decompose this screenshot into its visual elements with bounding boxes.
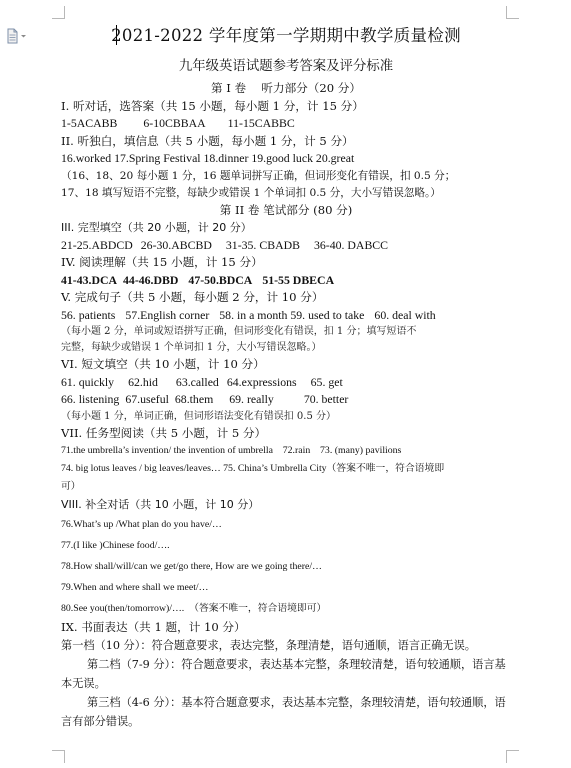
answer-group: 6-10CBBAA <box>143 116 206 130</box>
section8-answer: 78.How shall/will/can we get/go there, How are we going there/… <box>61 560 322 572</box>
answer-group: 47-50.BDCA <box>188 272 253 287</box>
section7-answers: 可） <box>61 481 81 492</box>
section5-title: V. 完成句子（共 5 小题，每小题 2 分，计 10 分） <box>61 290 324 304</box>
section5-answers <box>61 307 511 325</box>
answer-item: 64.expressions <box>226 374 297 389</box>
section1-answers <box>61 115 511 133</box>
section5-note: 完整，每缺少或错误 1 个单词扣 1 分，大小写错误忽略。） <box>61 342 322 353</box>
margin-mark-top-left <box>52 6 65 19</box>
section4-title: IV. 阅读理解（共 15 小题，计 15 分） <box>61 255 263 269</box>
answer-group: 51-55 DBECA <box>262 272 335 287</box>
document-icon[interactable] <box>6 28 28 44</box>
section4-answers <box>61 272 511 290</box>
margin-mark-bottom-right <box>506 750 519 763</box>
margin-mark-bottom-left <box>52 750 65 763</box>
answer-item: 56. patients <box>61 307 116 322</box>
answer-group: 26-30.ABCBD <box>140 237 212 252</box>
grade-level-2: 第二档（7-9 分）：符合题意要求，表达基本完整，条理较清楚，语句较通顺，语言基本无误。 <box>61 658 506 690</box>
part2-heading: 第 II 卷 笔试部分 (80 分) <box>219 202 353 217</box>
section3-title: III. 完型填空（共 20 小题，计 20 分） <box>61 221 252 234</box>
answer-item: 63.called <box>175 374 219 389</box>
section8-answer: 80.See you(then/tomorrow)/…. （答案不唯一，符合语境即可） <box>61 602 327 614</box>
answer-item: 57.English corner <box>125 307 210 322</box>
answer-group: 41-43.DCA <box>61 272 118 287</box>
section1-title: I. 听对话，选答案（共 15 小题，每小题 1 分，计 15 分） <box>61 98 364 113</box>
grade-level-1: 第一档（10 分）：符合题意要求，表达完整，条理清楚，语句通顺，语言正确无误。 <box>61 639 476 652</box>
answer-group: 44-46.DBD <box>123 272 179 287</box>
section7-title: VII. 任务型阅读（共 5 小题，计 5 分） <box>61 425 267 440</box>
section6-answers-row2 <box>61 391 511 409</box>
answer-item: 70. better <box>303 392 349 406</box>
section2-note: 17、18 填写短语不完整，每缺少或错误 1 个单词扣 0.5 分，大小写错误忽略。） <box>61 186 441 199</box>
section3-answers <box>61 237 511 255</box>
page-subtitle: 九年级英语试题参考答案及评分标准 <box>178 59 394 74</box>
section8-answer: 76.What’s up /What plan do you have/… <box>61 518 222 530</box>
grade-level-3: 第三档（4-6 分）：基本符合题意要求，表达基本完整，条理较清楚，语句较通顺，语言有部分错误。 <box>61 696 506 728</box>
answer-item: 61. quickly <box>61 374 115 389</box>
answer-item: 67.useful <box>125 392 169 406</box>
section2-title: II. 听独白，填信息（共 5 小题，每小题 1 分，计 5 分） <box>61 133 354 148</box>
section8-title: VIII. 补全对话（共 10 小题，计 10 分） <box>61 498 260 511</box>
margin-mark-top-right <box>506 6 519 19</box>
section6-note: （每小题 1 分，单词正确，但词形语法变化有错误扣 0.5 分） <box>61 410 336 422</box>
part1-heading: 第 I 卷 听力部分（20 分） <box>210 81 361 95</box>
section9-title: IX. 书面表达（共 1 题，计 10 分） <box>61 619 246 634</box>
answer-item: 58. in a month 59. used to take <box>219 307 365 322</box>
answer-item: 69. really <box>229 392 274 406</box>
document-body[interactable] <box>61 24 511 731</box>
section5-note: （每小题 2 分，单词或短语拼写正确，但词形变化有错误，扣 1 分；填写短语不 <box>61 326 417 337</box>
section6-answers-row1 <box>61 374 511 392</box>
section7-answers: 74. big lotus leaves / big leaves/leaves… 75. China’s Umbrella City（答案不唯一，符合语境即 <box>61 463 445 474</box>
answer-item: 68.them <box>174 392 214 406</box>
answer-group: 36-40. DABCC <box>313 237 389 252</box>
answer-item: 65. get <box>310 374 343 389</box>
answer-group: 31-35. CBADB <box>225 237 300 252</box>
page-title: 2021-2022 学年度第一学期期中教学质量检测 <box>111 26 461 45</box>
section8-answer: 77.(I like )Chinese food/…. <box>61 539 170 551</box>
section8-answer: 79.When and where shall we meet/… <box>61 581 209 593</box>
section6-title: VI. 短文填空（共 10 小题，计 10 分） <box>61 357 265 371</box>
answer-item: 62.hid <box>128 374 158 389</box>
section2-answers: 16.worked 17.Spring Festival 18.dinner 19.good luck 20.great <box>61 151 355 165</box>
section7-answers: 71.the umbrella’s invention/ the invention of umbrella 72.rain 73. (many) pavilions <box>61 445 402 456</box>
answer-item: 60. deal with <box>374 307 436 322</box>
section2-note: （16、18、20 每小题 1 分，16 题单词拼写正确，但词形变化有错误，扣 0.5 分； <box>61 169 456 182</box>
answer-group: 11-15CABBC <box>227 116 295 130</box>
answer-group: 1-5ACABB <box>61 116 118 130</box>
answer-item: 66. listening <box>61 392 120 406</box>
answer-group: 21-25.ABDCD <box>61 237 133 252</box>
